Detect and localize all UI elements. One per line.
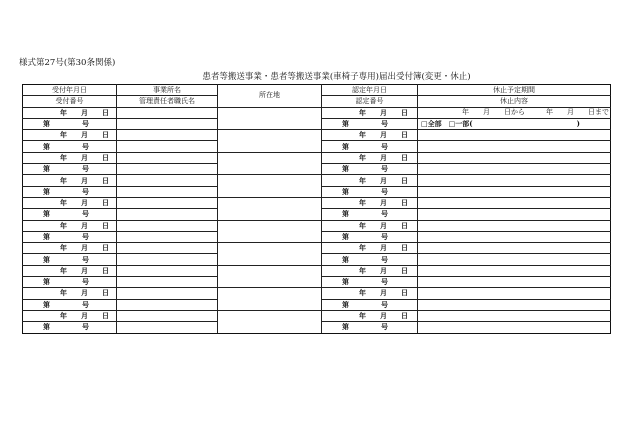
period-year2: 年 — [546, 108, 553, 117]
month-label: 月 — [81, 198, 88, 208]
suspension-content-cell[interactable] — [418, 254, 611, 265]
month-label: 月 — [81, 107, 88, 117]
address-cell[interactable] — [218, 130, 322, 153]
entry-row — [23, 130, 611, 141]
number-cell[interactable] — [322, 209, 418, 220]
date-cell[interactable] — [23, 152, 117, 163]
number-cell[interactable] — [322, 164, 418, 175]
date-cell[interactable] — [322, 152, 418, 163]
header-certification-date: 認定年月日 — [322, 85, 418, 96]
day-label: 日 — [102, 311, 109, 321]
period-year: 年 — [462, 108, 469, 117]
year-label: 年 — [359, 175, 366, 185]
address-cell[interactable] — [218, 107, 322, 130]
number-suffix: 号 — [82, 299, 89, 309]
number-prefix: 第 — [342, 164, 349, 174]
address-cell[interactable] — [218, 288, 322, 311]
month-label: 月 — [81, 152, 88, 162]
header-reception-date: 受付年月日 — [23, 85, 117, 96]
number-cell[interactable] — [23, 322, 117, 333]
number-cell[interactable] — [23, 186, 117, 197]
number-suffix: 号 — [381, 164, 388, 174]
month-label: 月 — [380, 243, 387, 253]
entry-row — [23, 265, 611, 276]
date-cell[interactable] — [23, 107, 117, 118]
number-cell[interactable] — [23, 277, 117, 288]
header-address: 所在地 — [218, 85, 322, 108]
number-prefix: 第 — [342, 186, 349, 196]
date-cell[interactable] — [322, 107, 418, 118]
header-suspension-content: 休止内容 — [418, 96, 611, 107]
number-cell[interactable] — [23, 118, 117, 129]
number-prefix: 第 — [43, 164, 50, 174]
number-suffix: 号 — [82, 277, 89, 287]
number-cell[interactable] — [322, 322, 418, 333]
number-prefix: 第 — [43, 186, 50, 196]
date-cell[interactable] — [23, 197, 117, 208]
number-cell[interactable] — [322, 186, 418, 197]
day-label: 日 — [401, 220, 408, 230]
period-month2: 月 — [567, 108, 574, 117]
suspension-period-cell[interactable] — [418, 265, 611, 276]
number-cell[interactable] — [23, 299, 117, 310]
date-cell[interactable] — [23, 220, 117, 231]
address-cell[interactable] — [218, 175, 322, 198]
period-day-until: 日まで — [588, 108, 609, 117]
register-table — [22, 84, 611, 334]
entry-row — [23, 175, 611, 186]
day-label: 日 — [102, 198, 109, 208]
date-cell[interactable] — [322, 310, 418, 321]
address-cell[interactable] — [218, 243, 322, 266]
manager-name-cell[interactable] — [117, 164, 218, 175]
number-prefix: 第 — [342, 119, 349, 129]
day-label: 日 — [102, 288, 109, 298]
month-label: 月 — [81, 175, 88, 185]
number-prefix: 第 — [43, 277, 50, 287]
suspension-content-cell[interactable] — [418, 164, 611, 175]
month-label: 月 — [81, 220, 88, 230]
day-label: 日 — [401, 311, 408, 321]
year-label: 年 — [60, 152, 67, 162]
year-label: 年 — [60, 288, 67, 298]
suspension-content-cell[interactable] — [418, 231, 611, 242]
entry-row — [23, 310, 611, 321]
date-cell[interactable] — [322, 197, 418, 208]
year-label: 年 — [359, 265, 366, 275]
suspension-content-cell[interactable] — [418, 209, 611, 220]
year-label: 年 — [359, 107, 366, 117]
suspension-period-cell[interactable] — [418, 175, 611, 186]
number-prefix: 第 — [43, 232, 50, 241]
number-prefix: 第 — [342, 322, 349, 332]
manager-name-cell[interactable] — [117, 186, 218, 197]
year-label: 年 — [359, 311, 366, 321]
number-prefix: 第 — [43, 119, 50, 129]
entry-row — [23, 243, 611, 254]
entry-row — [23, 288, 611, 299]
number-prefix: 第 — [43, 209, 50, 219]
entry-row — [23, 220, 611, 231]
office-name-cell[interactable] — [117, 243, 218, 254]
number-suffix: 号 — [381, 322, 388, 332]
number-suffix: 号 — [82, 186, 89, 196]
manager-name-cell[interactable] — [117, 231, 218, 242]
period-month: 月 — [483, 108, 490, 117]
manager-name-cell[interactable] — [117, 118, 218, 129]
office-name-cell[interactable] — [117, 152, 218, 163]
date-cell[interactable] — [322, 243, 418, 254]
month-label: 月 — [380, 175, 387, 185]
number-suffix: 号 — [82, 254, 89, 264]
manager-name-cell[interactable] — [117, 277, 218, 288]
date-cell[interactable] — [322, 220, 418, 231]
year-label: 年 — [359, 198, 366, 208]
date-cell[interactable] — [322, 288, 418, 299]
office-name-cell[interactable] — [117, 107, 218, 118]
option-all[interactable]: □全部 — [421, 119, 442, 129]
number-prefix: 第 — [342, 232, 349, 241]
manager-name-cell[interactable] — [117, 254, 218, 265]
header-row-1 — [23, 85, 611, 96]
suspension-content-cell[interactable] — [418, 322, 611, 333]
date-cell[interactable] — [322, 130, 418, 141]
number-suffix: 号 — [381, 119, 388, 129]
number-suffix: 号 — [82, 119, 89, 129]
day-label: 日 — [102, 265, 109, 275]
number-prefix: 第 — [342, 141, 349, 151]
month-label: 月 — [380, 198, 387, 208]
suspension-content-cell[interactable] — [418, 141, 611, 152]
number-cell[interactable] — [322, 118, 418, 129]
number-cell[interactable] — [23, 254, 117, 265]
office-name-cell[interactable] — [117, 265, 218, 276]
day-label: 日 — [401, 243, 408, 253]
suspension-content-cell[interactable] — [418, 118, 611, 129]
number-prefix: 第 — [342, 209, 349, 219]
number-cell[interactable] — [322, 277, 418, 288]
year-label: 年 — [60, 265, 67, 275]
month-label: 月 — [380, 288, 387, 298]
number-suffix: 号 — [82, 232, 89, 241]
day-label: 日 — [102, 175, 109, 185]
number-prefix: 第 — [342, 277, 349, 287]
number-cell[interactable] — [23, 164, 117, 175]
year-label: 年 — [60, 175, 67, 185]
option-part[interactable]: □一部( — [448, 119, 473, 129]
month-label: 月 — [380, 311, 387, 321]
manager-name-cell[interactable] — [117, 209, 218, 220]
date-cell[interactable] — [23, 288, 117, 299]
number-suffix: 号 — [381, 299, 388, 309]
suspension-period-cell[interactable] — [418, 152, 611, 163]
number-cell[interactable] — [322, 231, 418, 242]
suspension-period-cell[interactable] — [418, 288, 611, 299]
day-label: 日 — [102, 130, 109, 140]
number-suffix: 号 — [381, 141, 388, 151]
year-label: 年 — [60, 243, 67, 253]
month-label: 月 — [380, 152, 387, 162]
address-cell[interactable] — [218, 310, 322, 333]
date-cell[interactable] — [23, 175, 117, 186]
month-label: 月 — [81, 288, 88, 298]
entry-row — [23, 197, 611, 208]
day-label: 日 — [401, 288, 408, 298]
year-label: 年 — [60, 198, 67, 208]
day-label: 日 — [401, 130, 408, 140]
date-cell[interactable] — [23, 130, 117, 141]
number-prefix: 第 — [43, 141, 50, 151]
number-cell[interactable] — [23, 209, 117, 220]
year-label: 年 — [359, 220, 366, 230]
date-cell[interactable] — [23, 265, 117, 276]
header-suspension-period: 休止予定期間 — [418, 85, 611, 96]
suspension-period-cell[interactable] — [418, 197, 611, 208]
year-label: 年 — [359, 152, 366, 162]
address-cell[interactable] — [218, 152, 322, 175]
year-label: 年 — [359, 130, 366, 140]
suspension-content-cell[interactable] — [418, 299, 611, 310]
header-reception-number: 受付番号 — [23, 96, 117, 107]
manager-name-cell[interactable] — [117, 322, 218, 333]
suspension-period-cell[interactable] — [418, 220, 611, 231]
day-label: 日 — [401, 265, 408, 275]
office-name-cell[interactable] — [117, 197, 218, 208]
number-cell[interactable] — [23, 141, 117, 152]
number-cell[interactable] — [322, 141, 418, 152]
number-suffix: 号 — [82, 209, 89, 219]
number-suffix: 号 — [82, 164, 89, 174]
period-day-from: 日から — [504, 108, 525, 117]
office-name-cell[interactable] — [117, 175, 218, 186]
month-label: 月 — [380, 130, 387, 140]
day-label: 日 — [401, 107, 408, 117]
number-cell[interactable] — [322, 299, 418, 310]
manager-name-cell[interactable] — [117, 299, 218, 310]
option-close: ) — [576, 119, 580, 129]
day-label: 日 — [102, 243, 109, 253]
header-manager-name: 管理責任者職氏名 — [117, 96, 218, 107]
office-name-cell[interactable] — [117, 130, 218, 141]
header-office-name: 事業所名 — [117, 85, 218, 96]
year-label: 年 — [359, 288, 366, 298]
address-cell[interactable] — [218, 197, 322, 220]
day-label: 日 — [102, 107, 109, 117]
month-label: 月 — [81, 243, 88, 253]
entry-row — [23, 152, 611, 163]
number-suffix: 号 — [381, 232, 388, 241]
document-title: 患者等搬送事業・患者等搬送事業(車椅子専用)届出受付簿(変更・休止) — [202, 72, 471, 82]
month-label: 月 — [380, 220, 387, 230]
year-label: 年 — [60, 220, 67, 230]
day-label: 日 — [102, 220, 109, 230]
suspension-content-cell[interactable] — [418, 277, 611, 288]
date-cell[interactable] — [322, 265, 418, 276]
month-label: 月 — [81, 265, 88, 275]
number-cell[interactable] — [322, 254, 418, 265]
date-cell[interactable] — [23, 243, 117, 254]
office-name-cell[interactable] — [117, 310, 218, 321]
number-prefix: 第 — [342, 299, 349, 309]
number-suffix: 号 — [82, 141, 89, 151]
suspension-period-cell[interactable] — [418, 130, 611, 141]
header-certification-number: 認定番号 — [322, 96, 418, 107]
suspension-period-cell[interactable] — [418, 107, 611, 118]
form-number: 様式第27号(第30条関係) — [19, 58, 116, 68]
manager-name-cell[interactable] — [117, 141, 218, 152]
day-label: 日 — [401, 175, 408, 185]
year-label: 年 — [359, 243, 366, 253]
office-name-cell[interactable] — [117, 220, 218, 231]
date-cell[interactable] — [23, 310, 117, 321]
number-suffix: 号 — [381, 277, 388, 287]
number-cell[interactable] — [23, 231, 117, 242]
month-label: 月 — [380, 265, 387, 275]
month-label: 月 — [81, 130, 88, 140]
number-suffix: 号 — [381, 186, 388, 196]
suspension-period-cell[interactable] — [418, 310, 611, 321]
office-name-cell[interactable] — [117, 288, 218, 299]
number-prefix: 第 — [43, 254, 50, 264]
month-label: 月 — [380, 107, 387, 117]
day-label: 日 — [102, 152, 109, 162]
entry-row — [23, 107, 611, 118]
day-label: 日 — [401, 198, 408, 208]
number-prefix: 第 — [342, 254, 349, 264]
day-label: 日 — [401, 152, 408, 162]
number-suffix: 号 — [381, 209, 388, 219]
month-label: 月 — [81, 311, 88, 321]
number-prefix: 第 — [43, 322, 50, 332]
number-suffix: 号 — [381, 254, 388, 264]
year-label: 年 — [60, 130, 67, 140]
number-prefix: 第 — [43, 299, 50, 309]
suspension-period-cell[interactable] — [418, 243, 611, 254]
year-label: 年 — [60, 107, 67, 117]
suspension-content-cell[interactable] — [418, 186, 611, 197]
address-cell[interactable] — [218, 265, 322, 288]
number-suffix: 号 — [82, 322, 89, 332]
address-cell[interactable] — [218, 220, 322, 243]
year-label: 年 — [60, 311, 67, 321]
date-cell[interactable] — [322, 175, 418, 186]
